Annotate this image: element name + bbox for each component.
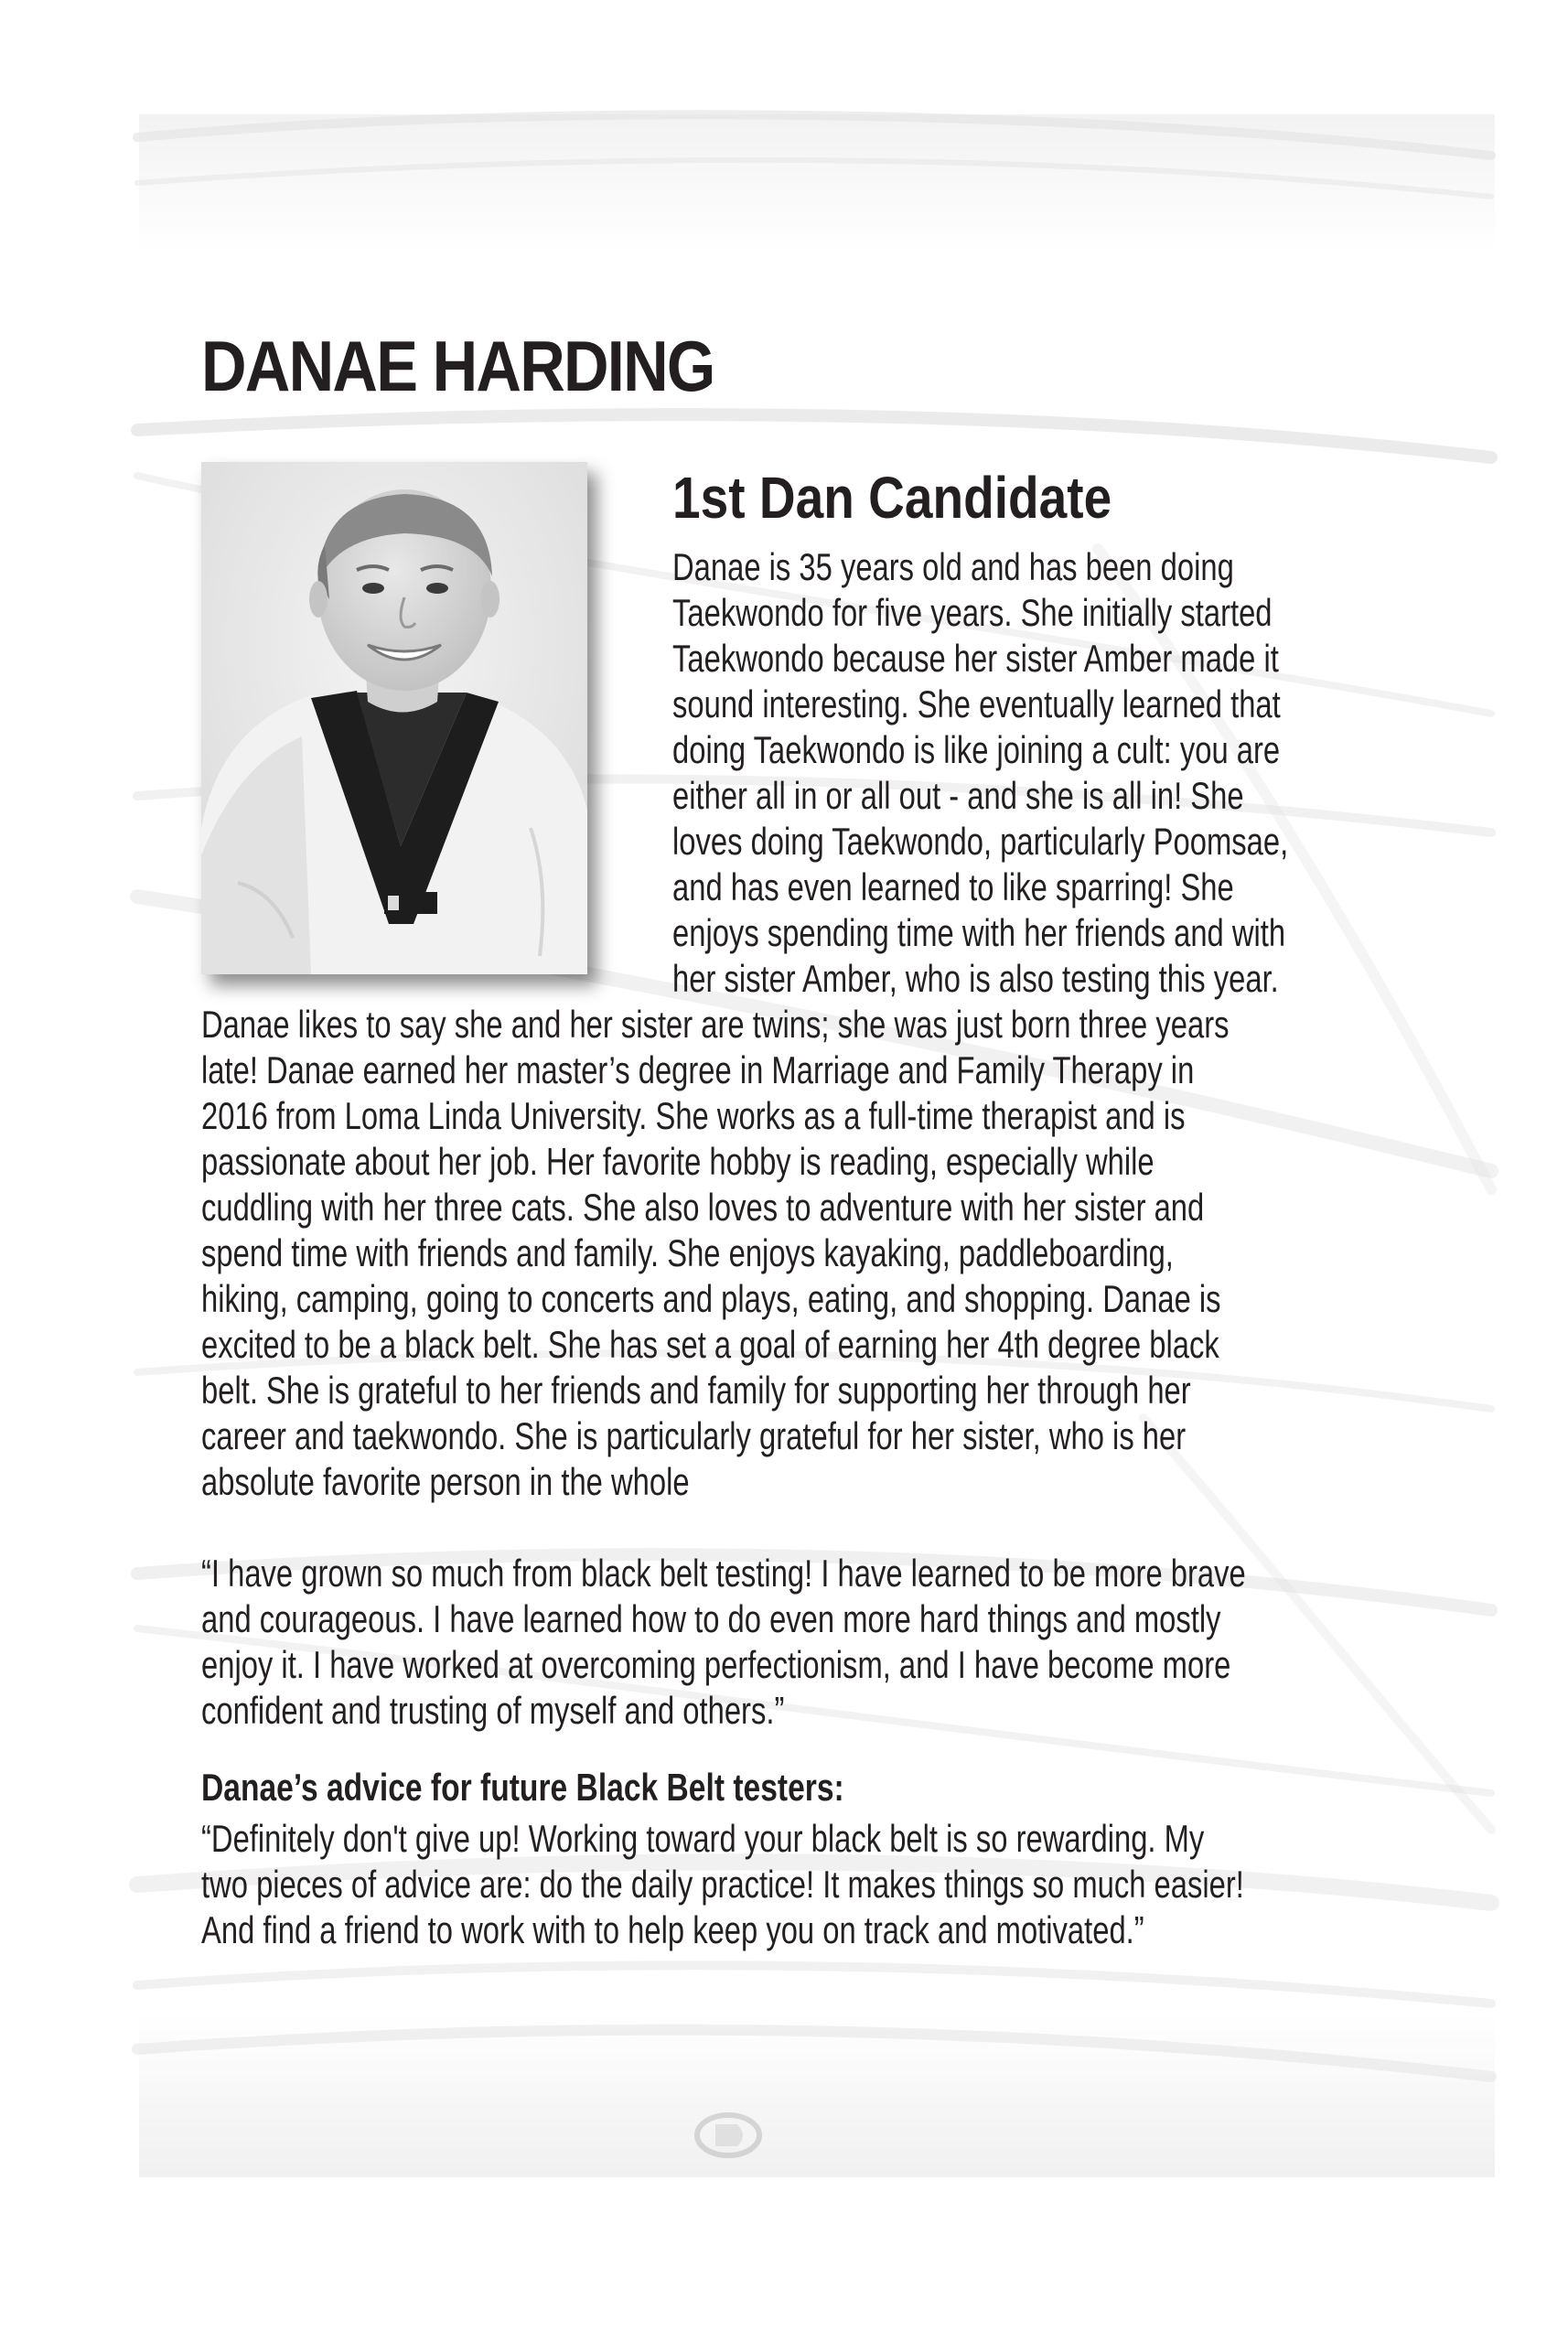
bio-body-line: 2016 from Loma Linda University. She works as a full-time therapist and is bbox=[201, 1094, 1186, 1137]
portrait-illustration bbox=[201, 462, 587, 974]
testimonial-quote-line: confident and trusting of myself and others.” bbox=[201, 1689, 785, 1732]
bio-intro-line: Taekwondo for five years. She initially started bbox=[672, 591, 1273, 634]
bio-intro-line: doing Taekwondo is like joining a cult: you are bbox=[672, 728, 1281, 771]
candidate-rank-title: 1st Dan Candidate bbox=[672, 465, 1112, 531]
candidate-photo bbox=[201, 462, 587, 974]
bio-intro-line: her sister Amber, who is also testing this year. bbox=[672, 957, 1279, 1000]
bio-body-line: cuddling with her three cats. She also loves to adventure with her sister and bbox=[201, 1186, 1205, 1229]
bio-intro-line: loves doing Taekwondo, particularly Poomsae, bbox=[672, 820, 1289, 863]
advice-line: “Definitely don't give up! Working toward your black belt is so rewarding. My bbox=[201, 1817, 1205, 1860]
advice-line: two pieces of advice are: do the daily practice! It makes things so much easier! bbox=[201, 1863, 1244, 1906]
bio-intro-line: Taekwondo because her sister Amber made it bbox=[672, 637, 1279, 680]
bio-body-line: spend time with friends and family. She enjoys kayaking, paddleboarding, bbox=[201, 1231, 1174, 1274]
bio-body-line: belt. She is grateful to her friends and family for supporting her through her bbox=[201, 1369, 1191, 1412]
bio-intro-line: either all in or all out - and she is all in! She bbox=[672, 774, 1244, 817]
bio-body-line: career and taekwondo. She is particularly grateful for her sister, who is her bbox=[201, 1414, 1187, 1457]
bio-intro-line: enjoys spending time with her friends and with bbox=[672, 911, 1286, 954]
testimonial-quote-line: and courageous. I have learned how to do even more hard things and mostly bbox=[201, 1597, 1221, 1640]
bio-intro-line: and has even learned to like sparring! She bbox=[672, 865, 1234, 908]
bio-intro-line: Danae is 35 years old and has been doing bbox=[672, 545, 1234, 588]
bio-body-line: absolute favorite person in the whole bbox=[201, 1460, 690, 1503]
bio-body-line: excited to be a black belt. She has set a goal of earning her 4th degree black bbox=[201, 1323, 1219, 1366]
testimonial-quote-line: enjoy it. I have worked at overcoming perfectionism, and I have become more bbox=[201, 1643, 1231, 1686]
advice-heading: Danae’s advice for future Black Belt testers: bbox=[201, 1766, 844, 1809]
bio-body-line: Danae likes to say she and her sister are twins; she was just born three years bbox=[201, 1003, 1230, 1046]
bio-body-line: late! Danae earned her master’s degree in Marriage and Family Therapy in bbox=[201, 1048, 1195, 1091]
person-name: DANAE HARDING bbox=[201, 326, 714, 406]
bio-intro-line: sound interesting. She eventually learned that bbox=[672, 682, 1281, 725]
bio-body-line: passionate about her job. Her favorite hobby is reading, especially while bbox=[201, 1140, 1155, 1183]
testimonial-quote-line: “I have grown so much from black belt testing! I have learned to be more brave bbox=[201, 1552, 1246, 1595]
advice-line: And find a friend to work with to help keep you on track and motivated.” bbox=[201, 1908, 1144, 1951]
bio-body-line: hiking, camping, going to concerts and plays, eating, and shopping. Danae is bbox=[201, 1277, 1221, 1320]
